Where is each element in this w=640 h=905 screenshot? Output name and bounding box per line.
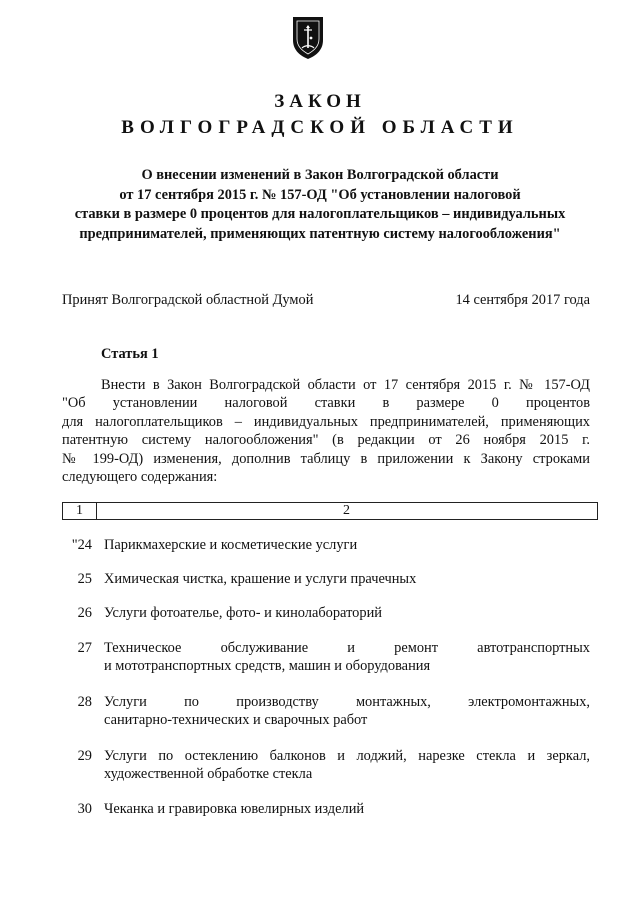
row-text-line: Услуги фотоателье, фото- и кинолабораторий (104, 605, 382, 621)
subject-line: предпринимателей, применяющих патентную систему налогообложения" (79, 225, 561, 242)
row-text (104, 639, 590, 676)
row-text (104, 570, 590, 588)
region-title: ВОЛГОГРАДСКОЙ ОБЛАСТИ (121, 117, 519, 138)
subject-line: от 17 сентября 2015 г. № 157-ОД "Об установлении налоговой (119, 186, 521, 203)
row-text-line: Чеканка и гравировка ювелирных изделий (104, 801, 365, 817)
row-number: 26 (77, 605, 92, 621)
article-line: следующего содержания: (62, 469, 218, 486)
table-header (62, 502, 598, 520)
row-text-line: Услуги по производству монтажных, электромонтажных, (104, 694, 590, 710)
subject-line: ставки в размере 0 процентов для налогоплательщиков – индивидуальных (74, 206, 566, 222)
article-line: Внести в Закон Волгоградской области от 17 сентября 2015 г. № 157-ОД (101, 377, 590, 393)
law-subject (40, 166, 600, 244)
row-number: 27 (77, 640, 92, 656)
row-text-line: и мототранспортных средств, машин и оборудования (104, 658, 431, 675)
row-text (104, 536, 590, 554)
article-line: № 199-ОД) изменения, дополнив таблицу в приложении к Закону строками (62, 450, 590, 467)
subject-line: О внесении изменений в Закон Волгоградской области (141, 167, 499, 183)
table-header-cell: 2 (96, 503, 598, 519)
row-text (104, 604, 590, 622)
row-number: 30 (77, 801, 92, 817)
row-text-line: Услуги по остеклению балконов и лоджий, нарезке стекла и зеркал, (104, 748, 590, 764)
row-text-line: Техническое обслуживание и ремонт автотранспортных (104, 640, 590, 656)
volgograd-coat-of-arms-icon (290, 14, 326, 60)
row-text-line: художественной обработке стекла (104, 766, 313, 783)
article-body (62, 376, 590, 486)
row-text-line: санитарно-технических и сварочных работ (104, 712, 368, 729)
row-number: 29 (77, 748, 92, 764)
row-text-line: Парикмахерские и косметические услуги (104, 537, 358, 553)
article-line: патентную систему налогообложения" (в редакции от 26 ноября 2015 г. (62, 432, 590, 449)
adoption-date: 14 сентября 2017 года (455, 292, 590, 308)
row-text (104, 747, 590, 784)
article-heading: Статья 1 (101, 346, 159, 362)
adopted-by: Принят Волгоградской областной Думой (62, 292, 314, 308)
row-text (104, 693, 590, 730)
row-text (104, 800, 590, 818)
row-number: "24 (71, 537, 92, 553)
law-title: ЗАКОН (274, 91, 366, 112)
article-line: "Об установлении налоговой ставки в размере 0 процентов (62, 395, 590, 412)
table-header-cell: 1 (62, 503, 97, 519)
row-text-line: Химическая чистка, крашение и услуги прачечных (104, 571, 417, 587)
row-number: 25 (77, 571, 92, 587)
row-number: 28 (77, 694, 92, 710)
article-line: для налогоплательщиков – индивидуальных предпринимателей, применяющих (62, 413, 590, 430)
